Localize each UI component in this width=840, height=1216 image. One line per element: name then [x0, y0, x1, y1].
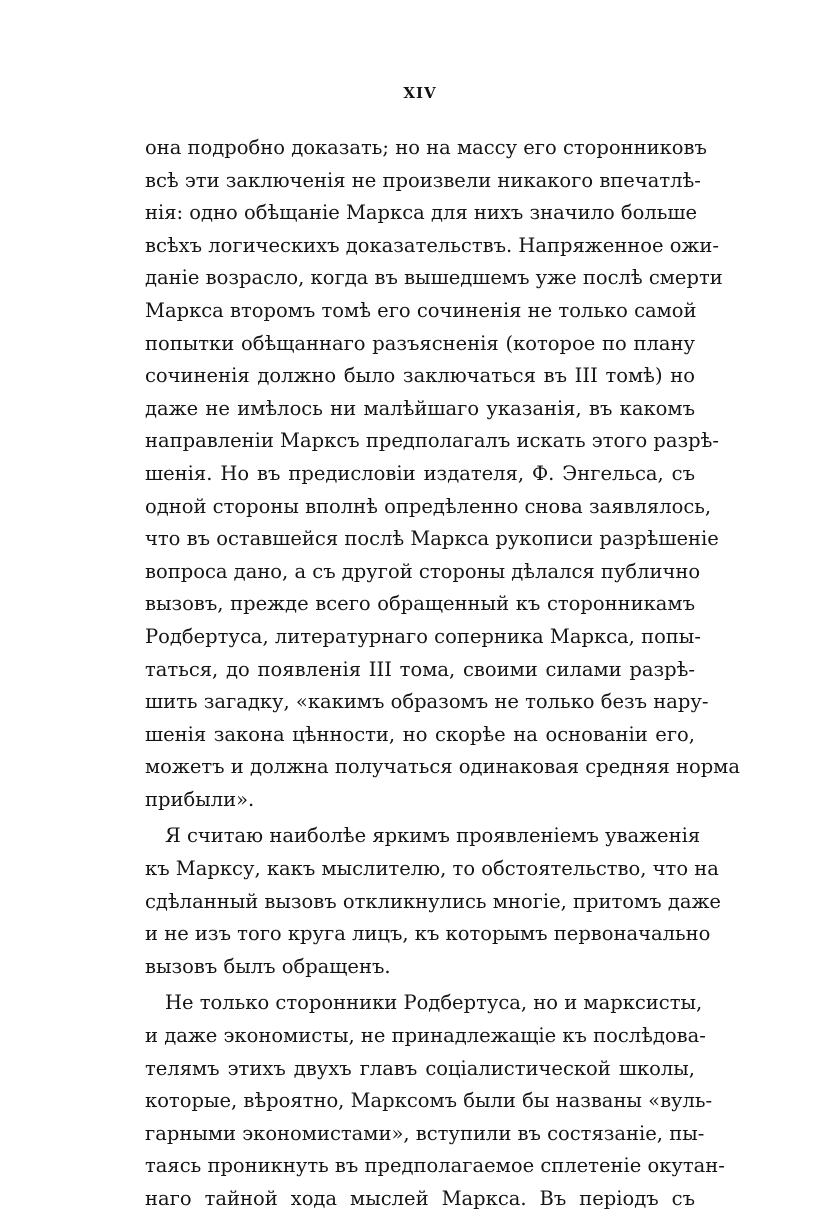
text-line: таясь проникнуть въ предполагаемое сплетеніе окутан- — [145, 1154, 725, 1178]
text-line: прибыли». — [145, 787, 255, 811]
text-line: и даже экономисты, не принадлежащіе къ послѣдова- — [145, 1024, 706, 1048]
text-line: всѣхъ логическихъ доказательствъ. Напряженное ожи- — [145, 233, 720, 257]
text-line: всѣ эти заключенія не произвели никакого впечатлѣ- — [145, 168, 701, 192]
text-line: одной стороны вполнѣ опредѣленно снова заявлялось, — [145, 494, 712, 518]
text-line: телямъ этихъ двухъ главъ соціалистической школы, — [145, 1056, 695, 1080]
text-line: даніе возрасло, когда въ вышедшемъ уже послѣ смерти — [145, 266, 723, 290]
text-line: даже не имѣлось ни малѣйшаго указанія, въ какомъ — [145, 396, 695, 420]
text-line: сдѣланный вызовъ откликнулись многіе, притомъ даже — [145, 889, 721, 913]
paragraph-2 — [145, 820, 721, 983]
text-line: и не изъ того круга лицъ, къ которымъ первоначально — [145, 922, 711, 946]
text-line: таться, до появленія III тома, своими силами разрѣ- — [145, 657, 695, 681]
page-number: XIV — [403, 84, 437, 102]
text-line: шить загадку, «какимъ образомъ не только безъ нару- — [145, 690, 709, 714]
text-line: она подробно доказать; но на массу его сторонниковъ — [145, 136, 707, 159]
text-line: попытки обѣщаннаго разъясненія (которое по плану — [145, 331, 695, 355]
text-line: Я считаю наиболѣе яркимъ проявленіемъ уваженія — [165, 824, 701, 848]
text-line: шенія. Но въ предисловіи издателя, Ф. Энгельса, съ — [145, 461, 695, 485]
text-line: что въ оставшейся послѣ Маркса рукописи разрѣшеніе — [145, 527, 719, 551]
text-line: направленіи Марксъ предполагалъ искать этого разрѣ- — [145, 429, 719, 453]
text-line: наго тайной хода мыслей Маркса. Въ періодъ съ — [145, 1187, 695, 1210]
text-line: вызовъ, прежде всего обращенный къ сторонникамъ — [145, 592, 695, 616]
text-line: Родбертуса, литературнаго соперника Маркса, попы- — [145, 624, 701, 648]
text-line: шенія закона цѣнности, но скорѣе на основаніи его, — [145, 722, 695, 746]
text-line: Не только сторонники Родбертуса, но и марксисты, — [165, 991, 703, 1015]
text-line: къ Марксу, какъ мыслителю, то обстоятельство, что на — [145, 857, 719, 881]
text-line: гарными экономистами», вступили въ состязаніе, пы- — [145, 1121, 705, 1145]
text-line: вызовъ былъ обращенъ. — [145, 954, 391, 978]
text-line: сочиненія должно было заключаться въ III томѣ) но — [145, 364, 695, 388]
text-line: можетъ и должна получаться одинаковая средняя норма — [145, 755, 740, 779]
body-text — [145, 132, 740, 1216]
text-line: Маркса второмъ томѣ его сочиненія не только самой — [145, 298, 697, 322]
paragraph-3 — [145, 987, 725, 1215]
text-line: нія: одно обѣщаніе Маркса для нихъ значило больше — [145, 201, 698, 225]
paragraph-1 — [145, 132, 740, 816]
text-line: вопроса дано, а съ другой стороны дѣлался публично — [145, 559, 701, 583]
text-line: которые, вѣроятно, Марксомъ были бы названы «вуль- — [145, 1089, 713, 1113]
